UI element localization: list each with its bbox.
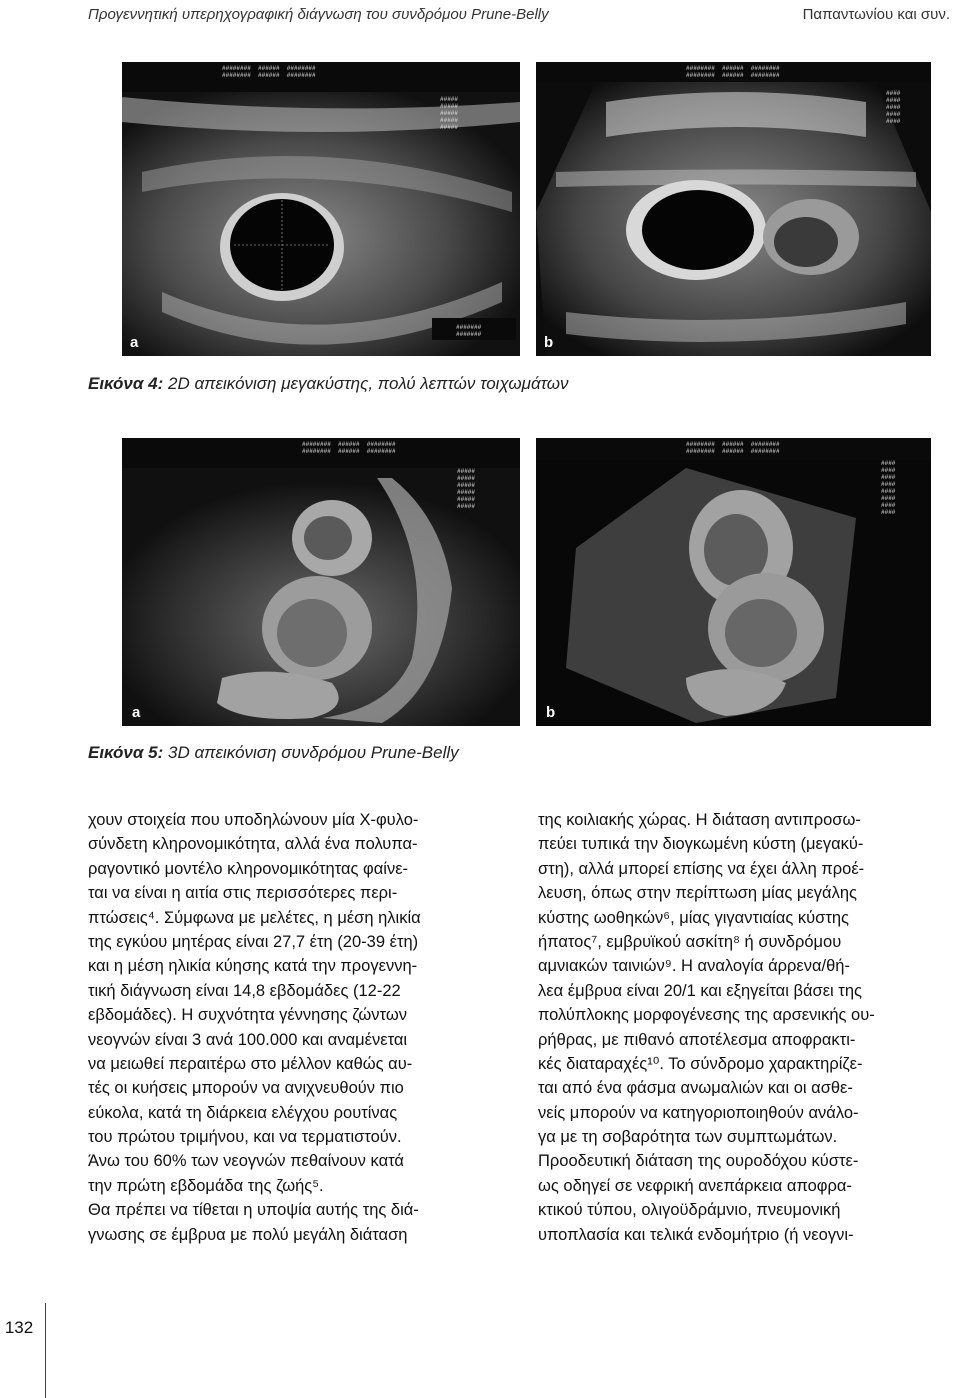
body-text-line: λεα έμβρυα είναι 20/1 και εξηγείται βάσει της xyxy=(538,981,862,1000)
body-text-line: κτικού τύπου, ολιγοϋδράμνιο, πνευμονική xyxy=(538,1201,841,1220)
figure4-panel-b-ultrasound: ######## ###### ######## ######## ###### ######## #### #### #### #### #### b xyxy=(536,62,931,356)
body-text-line: κύστης ωοθηκών⁶, μίας γιγαντιαίας κύστης xyxy=(538,908,850,927)
body-text-line: ρήθρας, με πιθανό αποτέλεσμα αποφρακτι- xyxy=(538,1030,856,1049)
body-left-column xyxy=(88,808,512,1247)
body-text-line: πολύπλοκης μορφογένεσης της αρσενικής ου- xyxy=(538,1006,875,1025)
body-text-line: Άνω του 60% των νεογνών πεθαίνουν κατά xyxy=(88,1152,404,1171)
body-text-line: πεύει τυπικά την διογκωμένη κύστη (μεγακύ- xyxy=(538,835,864,854)
body-text-line: πτώσεις⁴. Σύμφωνα με μελέτες, η μέση ηλικία xyxy=(88,908,421,927)
body-text-line: Θα πρέπει να τίθεται η υποψία αυτής της διά- xyxy=(88,1201,419,1220)
running-head-authors: Παπαντωνίου και συν. xyxy=(802,6,950,23)
body-text-line: τές οι κυήσεις μπορούν να ανιχνευθούν πιο xyxy=(88,1079,404,1098)
body-text-line: γα με τη σοβαρότητα των συμπτωμάτων. xyxy=(538,1128,838,1147)
body-text-line: της εγκύου μητέρας είναι 27,7 έτη (20-39 έτη) xyxy=(88,932,419,951)
figure5-panel-b-letter: b xyxy=(546,704,556,721)
body-text-line: ται να είναι η αιτία στις περισσότερες περι- xyxy=(88,884,398,903)
body-text-line: νείς μπορούν να κατηγοριοποιηθούν ανάλο- xyxy=(538,1103,859,1122)
body-text-line: κές διαταραχές¹⁰. Το σύνδρομο χαρακτηρίζε- xyxy=(538,1054,863,1073)
figure5-panel-b-3d-render: ######## ###### ######## ######## ###### ######## #### #### #### #### #### #### #### #### b xyxy=(536,438,931,726)
body-text-line: ήπατος⁷, εμβρυϊκού ασκίτη⁸ ή συνδρόμου xyxy=(538,932,842,951)
ultrasound-2d-image xyxy=(122,62,520,356)
figure4-caption-text: 2D απεικόνιση μεγακύστης, πολύ λεπτών τοιχωμάτων xyxy=(163,374,569,393)
body-text-line: υποπλασία και τελικά ενδομήτριο (ή νεογνι- xyxy=(538,1225,854,1244)
body-text-line: σύνδετη κληρονομικότητα, αλλά ένα πολυπα- xyxy=(88,835,418,854)
figure5-caption xyxy=(88,743,459,763)
body-text-line: και η μέση ηλικία κύησης κατά την προγεννη- xyxy=(88,957,418,976)
body-text-line: χουν στοιχεία που υποδηλώνουν μία Χ-φυλο- xyxy=(88,811,419,829)
body-text-line: αμνιακών ταινιών⁹. Η αναλογία άρρενα/θή- xyxy=(538,957,850,976)
body-text-line: νεογνών είναι 3 ανά 100.000 και αναμένεται xyxy=(88,1030,408,1049)
figure5-panel-a-letter: a xyxy=(132,704,141,721)
body-text-line: στη), αλλά μπορεί επίσης να έχει άλλη προέ- xyxy=(538,859,865,878)
body-text-line: Προοδευτική διάταση της ουροδόχου κύστε- xyxy=(538,1152,859,1171)
body-text-line: λευση, όπως στην περίπτωση μίας μεγάλης xyxy=(538,884,857,903)
body-text-line: του πρώτου τριμήνου, και να τερματιστούν. xyxy=(88,1128,402,1147)
ultrasound-3d-image xyxy=(536,438,931,726)
page-number: 132 xyxy=(4,1318,34,1337)
figure5-caption-text: 3D απεικόνιση συνδρόμου Prune-Belly xyxy=(163,743,459,762)
body-text-line: τική διάγνωση είναι 14,8 εβδομάδες (12-22 xyxy=(88,981,401,1000)
body-text-line: της κοιλιακής χώρας. Η διάταση αντιπροσω- xyxy=(538,811,861,829)
body-text-line: εβδομάδες). Η συχνότητα γέννησης ζώντων xyxy=(88,1006,407,1025)
body-text-line: ται από ένα φάσμα ανωμαλιών και οι ασθε- xyxy=(538,1079,853,1098)
ultrasound-2d-image xyxy=(536,62,931,356)
figure5-caption-label: Εικόνα 5: xyxy=(88,743,164,762)
figure4-caption-label: Εικόνα 4: xyxy=(88,374,164,393)
figure4-panel-b-letter: b xyxy=(544,334,554,351)
figure4-panel-a-ultrasound: ######## ###### ######## ######## ###### ######## ##### ##### ##### ##### ##### ####### ####### a xyxy=(122,62,520,356)
figure4-caption xyxy=(88,374,569,394)
body-text-line: εύκολα, κατά τη διάρκεια ελέγχου ρουτίνας xyxy=(88,1103,398,1122)
running-head xyxy=(0,6,960,28)
body-right-column xyxy=(538,808,958,1247)
body-text-line: ραγοντικό μοντέλο κληρονομικότητας φαίνε- xyxy=(88,859,409,878)
body-text-line: την πρώτη εβδομάδα της ζωής⁵. xyxy=(88,1176,324,1195)
figure4-panel-a-letter: a xyxy=(130,334,139,351)
body-text-line: γνωσης σε έμβρυα με πολύ μεγάλη διάταση xyxy=(88,1225,408,1244)
body-text-line: ως οδηγεί σε νεφρική ανεπάρκεια αποφρα- xyxy=(538,1176,852,1195)
running-head-title: Προγεννητική υπερηχογραφική διάγνωση του συνδρόμου Prune-Belly xyxy=(88,6,549,23)
figure5-panel-a-3d-render: ######## ###### ######## ######## ###### ######## ##### ##### ##### ##### ##### ##### a xyxy=(122,438,520,726)
body-text-line: να μειωθεί περαιτέρω στο μέλλον καθώς αυ- xyxy=(88,1054,413,1073)
